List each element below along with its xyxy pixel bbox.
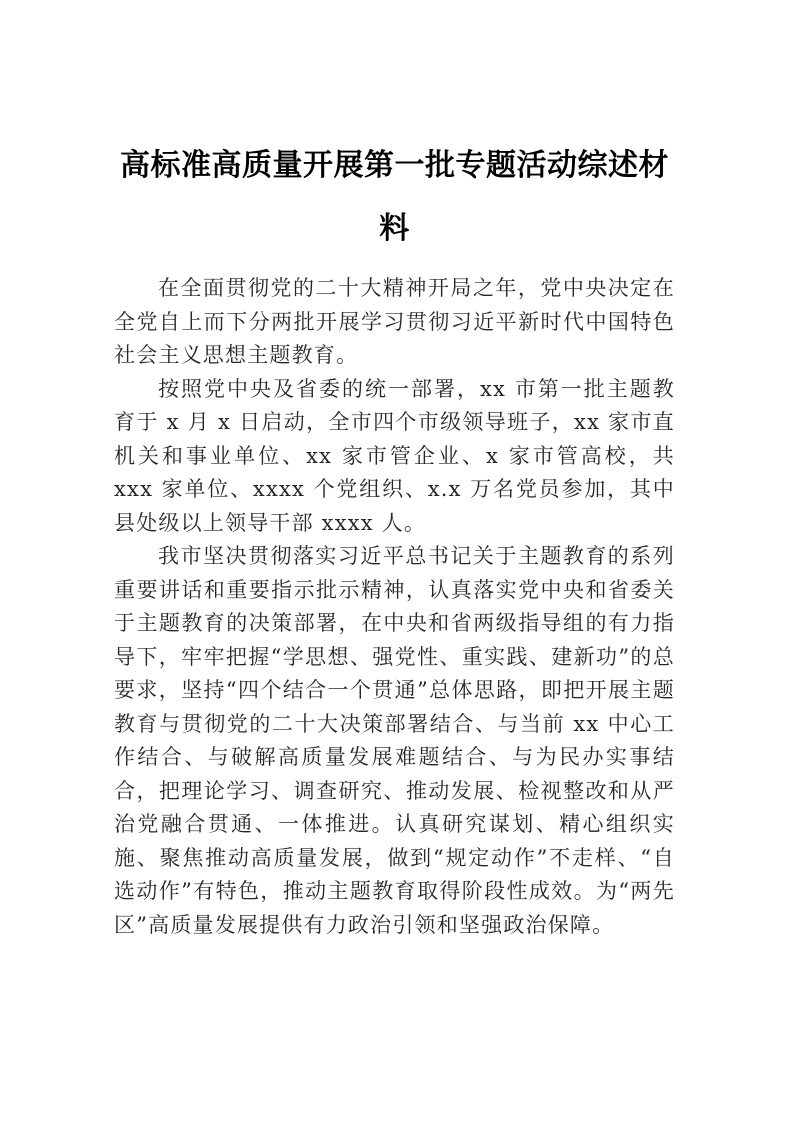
paragraph-intro: 在全面贯彻党的二十大精神开局之年，党中央决定在全党自上而下分两批开展学习贯彻习近平新时代中国特色社会主义思想主题教育。 <box>114 276 675 367</box>
paragraph-deployment: 按照党中央及省委的统一部署，xx 市第一批主题教育于 x 月 x 日启动，全市四个市级领导班子，xx 家市直机关和事业单位、xx 家市管企业、x 家市管高校，共 xxx 家单位、xxxx 个党组织、x.x 万名党员参加，其中县处级以上领导干部 xxxx 人。 <box>114 376 675 535</box>
document-body <box>114 272 675 942</box>
document-title: 高标准高质量开展第一批专题活动综述材料 <box>120 148 669 246</box>
paragraph-implementation: 我市坚决贯彻落实习近平总书记关于主题教育的系列重要讲话和重要指示批示精神，认真落实党中央和省委关于主题教育的决策部署，在中央和省两级指导组的有力指导下，牢牢把握“学思想、强党性、重实践、建新功”的总要求，坚持“四个结合一个贯通”总体思路，即把开展主题教育与贯彻党的二十大决策部署结合、与当前 xx 中心工作结合、与破解高质量发展难题结合、与为民办实事结合，把理论学习、调查研究、推动发展、检视整改和从严治党融合贯通、一体推进。认真研究谋划、精心组织实施、聚焦推动高质量发展，做到“规定动作”不走样、“自选动作”有特色，推动主题教育取得阶段性成效。为“两先区”高质量发展提供有力政治引领和坚强政治保障。 <box>114 544 675 937</box>
